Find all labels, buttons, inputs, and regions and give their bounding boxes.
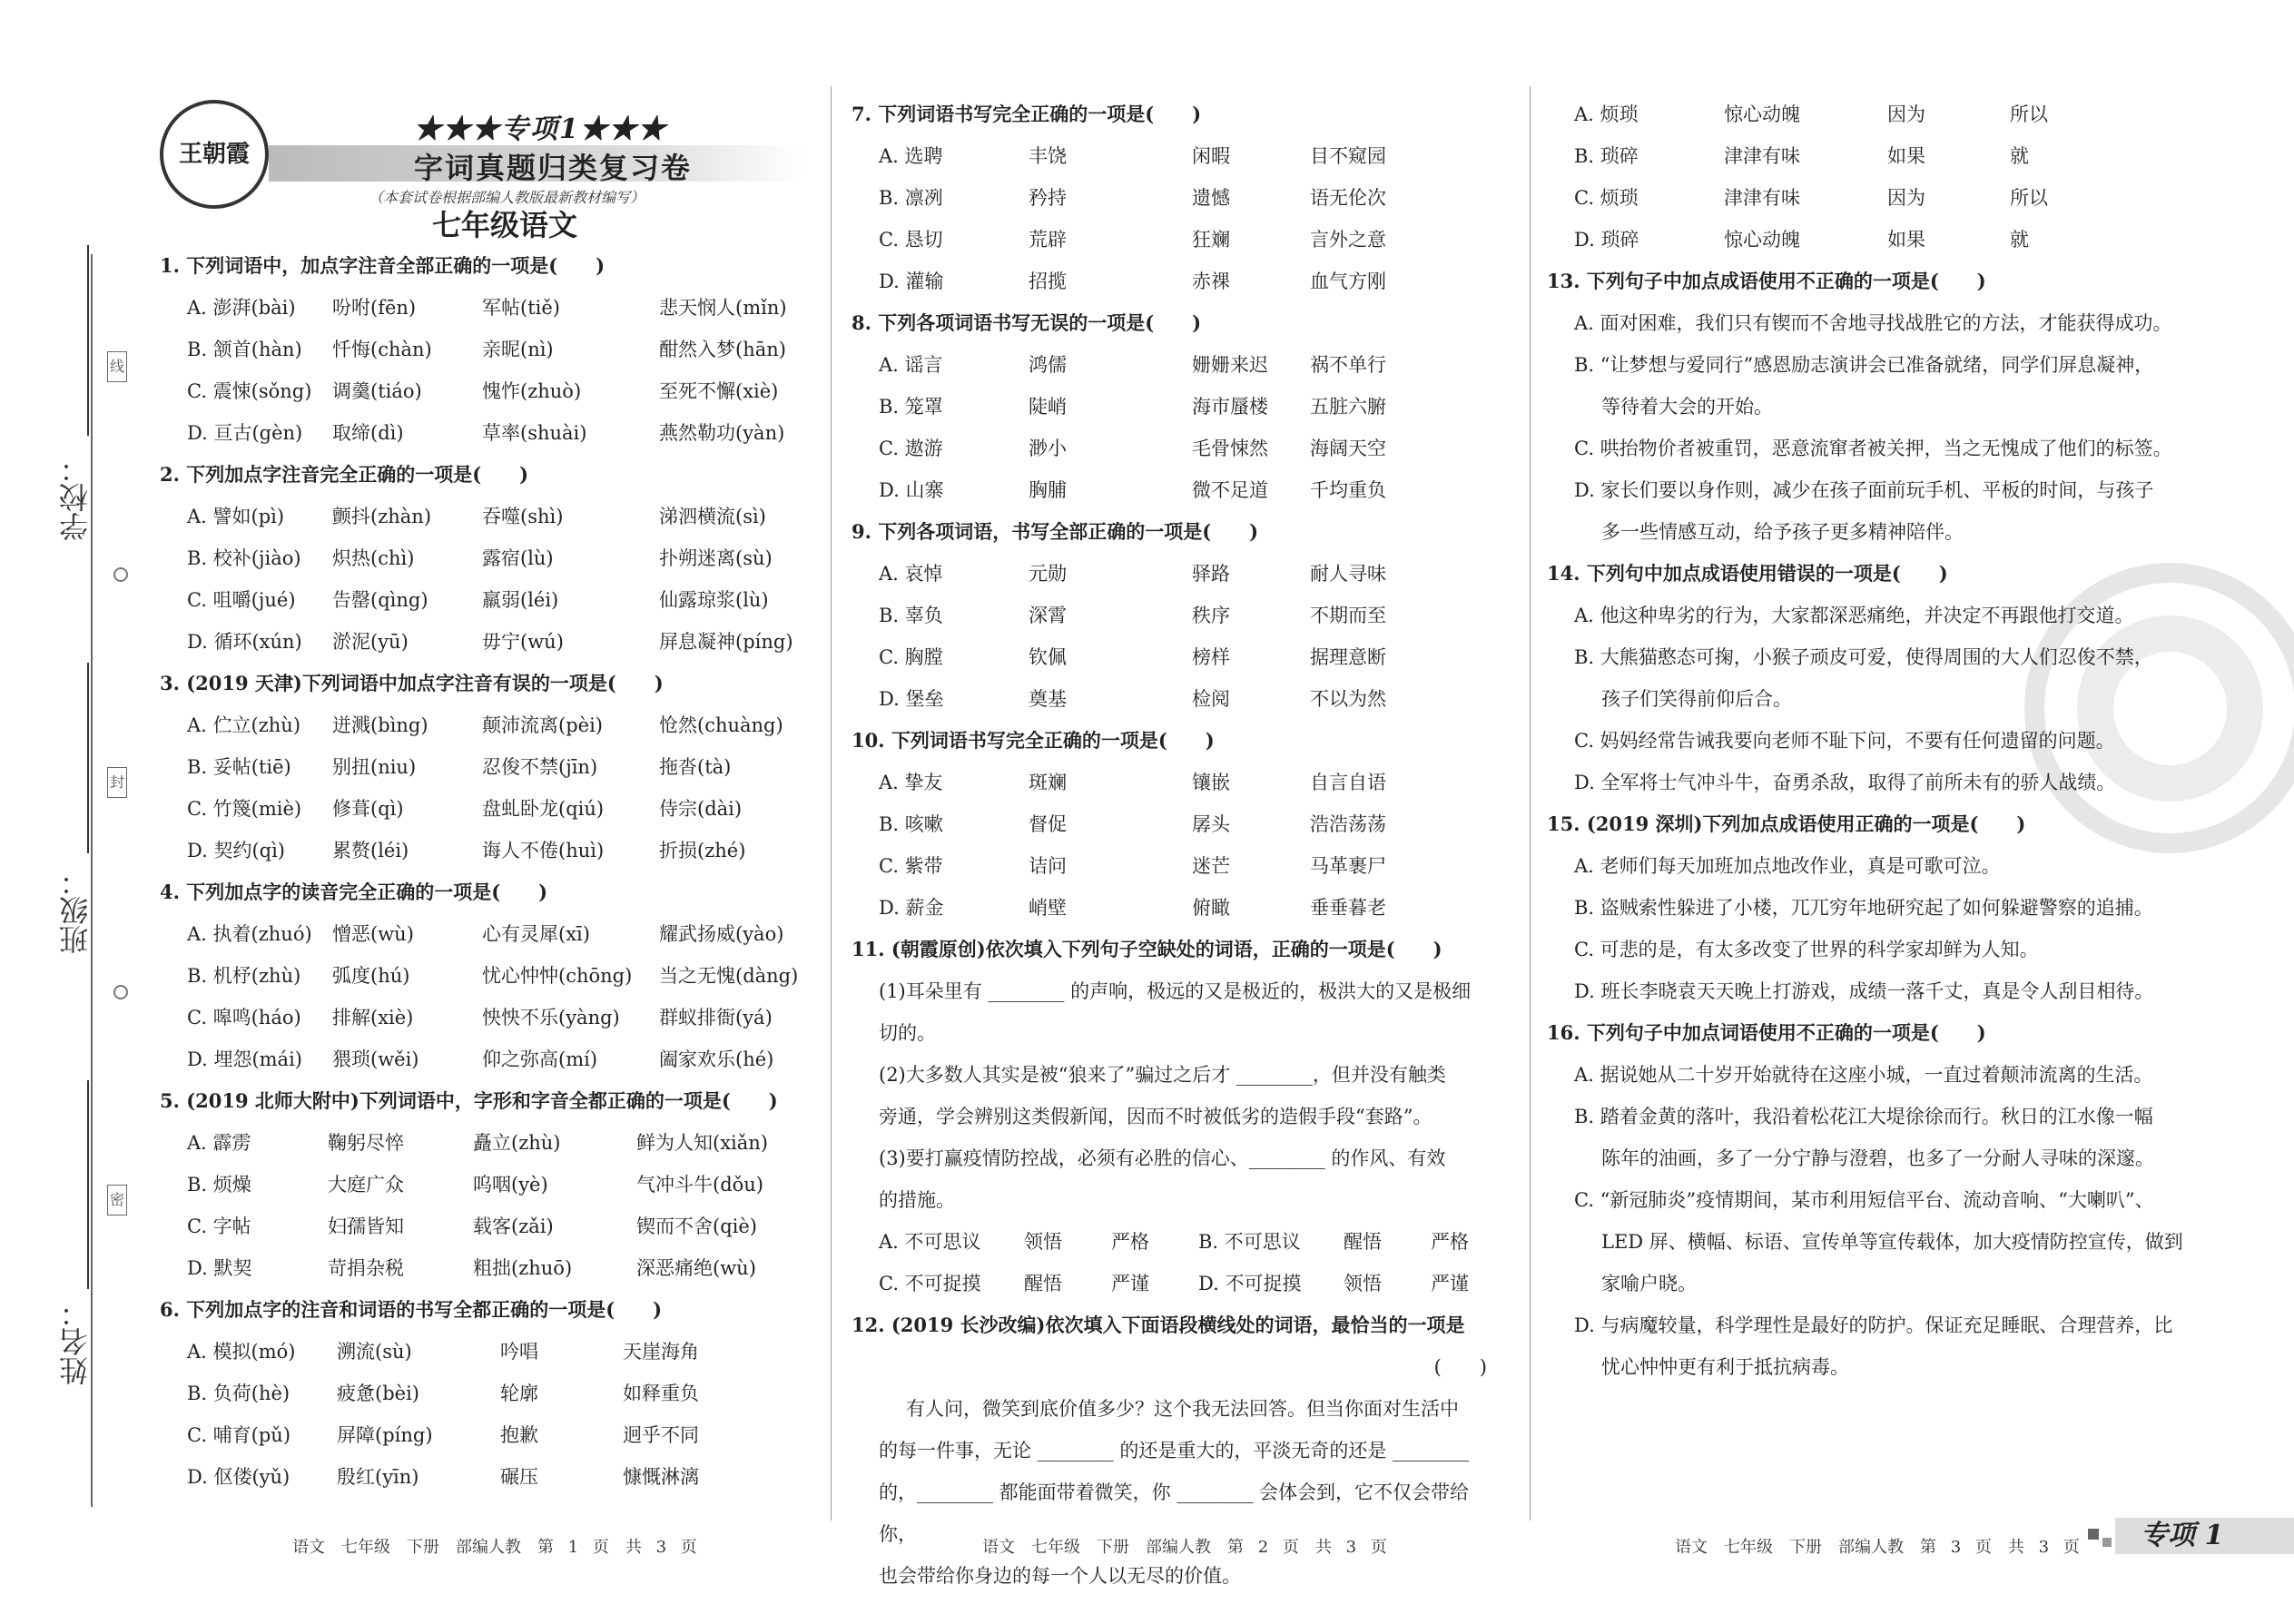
decor-square-icon <box>2088 1529 2099 1540</box>
option-row: A. 谣言 鸿儒 姗姗来迟 祸不单行 <box>879 354 1386 376</box>
option-line: C. 妈妈经常告诫我要向老师不耻下问，不要有任何遗留的问题。 <box>1574 730 2115 752</box>
paper-note: （本套试卷根据部编人教版最新教材编写） <box>369 189 645 206</box>
option-line: 多一些情感互动，给予孩子更多精神陪伴。 <box>1601 521 1964 543</box>
option-row: C. 字帖 妇孺皆知 载客(zǎi) 锲而不舍(qiè) <box>187 1216 757 1237</box>
column-1 <box>160 245 813 1498</box>
option-row: C. 恳切 荒辟 狂斓 言外之意 <box>879 229 1386 251</box>
sentence-line: 的措施。 <box>879 1189 955 1211</box>
question-8: 8. 下列各项词语书写无误的一项是( ) <box>852 311 1202 334</box>
question-5: 5. (2019 北师大附中)下列词语中，字形和字音全都正确的一项是( ) <box>160 1089 778 1112</box>
brand-logo: 王朝霞 <box>160 100 269 209</box>
option-row: A. 挚友 斑斓 镶嵌 自言自语 <box>879 772 1386 793</box>
option-row: C. 震悚(sǒng) 调羹(tiáo) 愧怍(zhuò) 至死不懈(xiè) <box>187 380 779 402</box>
option-row: D. 薪金 峭壁 俯瞰 垂垂暮老 <box>879 897 1386 919</box>
option-row: A. 霹雳 鞠躬尽悴 矗立(zhù) 鲜为人知(xiǎn) <box>187 1132 768 1154</box>
option-row: D. 亘古(gèn) 取缔(dì) 草率(shuài) 燕然勒功(yàn) <box>187 422 785 444</box>
school-underline <box>87 245 89 436</box>
option-row: C. 嗥鸣(háo) 排解(xiè) 怏怏不乐(yàng) 群蚁排衙(yá) <box>187 1007 773 1029</box>
option-row: B. 妥帖(tiē) 别扭(niu) 忍俊不禁(jīn) 拖沓(tà) <box>187 756 732 778</box>
question-2: 2. 下列加点字注音完全正确的一项是( ) <box>160 463 529 486</box>
question-9: 9. 下列各项词语，书写全部正确的一项是( ) <box>852 520 1259 543</box>
option-row: D. 堡垒 奠基 检阅 不以为然 <box>879 688 1386 710</box>
option-line: D. 与病魔较量，科学理性是最好的防护。保证充足睡眠、合理营养，比 <box>1574 1314 2173 1336</box>
option-row: A. 哀悼 元勋 驿路 耐人寻味 <box>879 563 1386 585</box>
option-row: D. 默契 苛捐杂税 粗拙(zhuō) 深恶痛绝(wù) <box>187 1257 756 1279</box>
decor-square-icon <box>2102 1538 2112 1547</box>
seal-box-line: 线 <box>107 351 127 382</box>
passage-line: 有人问，微笑到底价值多少？这个我无法回答。但当你面对生活中 <box>906 1398 1459 1420</box>
option-line: 家喻户晓。 <box>1601 1273 1697 1294</box>
option-line: A. 老师们每天加班加点地改作业，真是可歌可泣。 <box>1574 855 2001 877</box>
option-line: C. “新冠肺炎”疫情期间，某市利用短信平台、流动音响、“大喇叭”、 <box>1574 1189 2154 1211</box>
column-2 <box>852 94 1505 1597</box>
question-4: 4. 下列加点字的读音完全正确的一项是( ) <box>160 881 548 903</box>
option-line: B. 盗贼索性躲进了小楼，兀兀穷年地研究起了如何躲避警察的追捕。 <box>1574 897 2153 919</box>
punch-hole-icon <box>113 985 128 999</box>
option-row: D. 埋怨(mái) 猥琐(wěi) 仰之弥高(mí) 阖家欢乐(hé) <box>187 1048 774 1070</box>
page-footer-1: 语文 七年级 下册 部编人教 第 1 页 共 3 页 <box>292 1538 697 1557</box>
option-row: A. 譬如(pì) 颤抖(zhàn) 吞噬(shì) 涕泗横流(sì) <box>187 506 766 527</box>
option-line: D. 全军将士气冲斗牛，奋勇杀敌，取得了前所未有的骄人战绩。 <box>1574 772 2116 793</box>
option-row: A. 不可思议 领悟 严格 B. 不可思议 醒悟 严格 <box>879 1231 1469 1253</box>
sentence-line: 切的。 <box>879 1022 936 1044</box>
option-row: A. 选聘 丰饶 闲暇 目不窥园 <box>879 145 1386 167</box>
question-3: 3. (2019 天津)下列词语中加点字注音有误的一项是( ) <box>160 672 664 694</box>
school-label: 学校： <box>58 454 93 541</box>
option-row: C. 遨游 渺小 毛骨悚然 海阔天空 <box>879 438 1386 459</box>
binding-gutter <box>0 0 145 1624</box>
page-footer-2: 语文 七年级 下册 部编人教 第 2 页 共 3 页 <box>982 1538 1387 1557</box>
question-6: 6. 下列加点字的注音和词语的书写全都正确的一项是( ) <box>160 1298 663 1321</box>
option-row: A. 澎湃(bài) 吩咐(fēn) 军帖(tiě) 悲天悯人(mǐn) <box>187 297 787 319</box>
option-row: B. 负荷(hè) 疲惫(bèi) 轮廓 如释重负 <box>187 1383 699 1404</box>
question-15: 15. (2019 深圳)下列加点成语使用正确的一项是( ) <box>1547 812 2026 835</box>
question-10: 10. 下列词语书写完全正确的一项是( ) <box>852 729 1215 752</box>
option-row: B. 机杼(zhù) 弧度(hú) 忧心忡忡(chōng) 当之无愧(dàng) <box>187 965 799 987</box>
seal-box-secret: 密 <box>107 1185 127 1216</box>
option-row: D. 琐碎 惊心动魄 如果 就 <box>1574 229 2029 251</box>
option-row: B. 笼罩 陡峭 海市蜃楼 五脏六腑 <box>879 396 1386 418</box>
page-footer-3: 语文 七年级 下册 部编人教 第 3 页 共 3 页 <box>1675 1538 2080 1557</box>
question-12: 12. (2019 长沙改编)依次填入下面语段横线处的词语，最恰当的一项是 <box>852 1314 1465 1336</box>
name-label: 姓名： <box>58 1298 93 1385</box>
option-row: B. 琐碎 津津有味 如果 就 <box>1574 145 2029 167</box>
column-divider <box>1530 86 1531 1521</box>
option-row: A. 执着(zhuó) 憎恶(wù) 心有灵犀(xī) 耀武扬威(yào) <box>187 923 784 945</box>
option-row: B. 颔首(hàn) 忏悔(chàn) 亲昵(nì) 酣然入梦(hān) <box>187 339 786 360</box>
option-line: B. 大熊猫憨态可掬，小猴子顽皮可爱，使得周围的大人们忍俊不禁， <box>1574 646 2153 668</box>
option-row: B. 辜负 深霄 秩序 不期而至 <box>879 605 1386 626</box>
option-row: C. 胸膛 钦佩 榜样 据理意断 <box>879 646 1386 668</box>
option-row: B. 烦燥 大庭广众 呜咽(yè) 气冲斗牛(dǒu) <box>187 1174 763 1196</box>
sentence-line: (3)要打赢疫情防控战，必须有必胜的信心、________ 的作风、有效 <box>879 1147 1446 1169</box>
option-row: C. 竹篾(miè) 修葺(qì) 盘虬卧龙(qiú) 侍宗(dài) <box>187 798 743 820</box>
passage-line: 的每一件事，无论 ________ 的还是重大的，平淡无奇的还是 ________ <box>879 1440 1470 1462</box>
passage-line: 的，________ 都能面带着微笑，你 ________ 会体会到，它不仅会带给你， <box>879 1481 1470 1545</box>
question-14: 14. 下列句中加点成语使用错误的一项是( ) <box>1547 562 1948 585</box>
option-row: C. 不可捉摸 醒悟 严谨 D. 不可捉摸 领悟 严谨 <box>879 1273 1469 1294</box>
option-row: B. 校补(jiào) 炽热(chì) 露宿(lù) 扑朔迷离(sù) <box>187 547 773 569</box>
option-row: C. 咀嚼(jué) 告罄(qìng) 羸弱(léi) 仙露琼浆(lù) <box>187 589 769 611</box>
option-row: D. 伛偻(yǔ) 殷红(yīn) 碾压 慷慨淋漓 <box>187 1466 699 1488</box>
paper-header <box>160 95 813 241</box>
option-row: A. 伫立(zhù) 迸溅(bìng) 颠沛流离(pèi) 怆然(chuàng) <box>187 714 783 736</box>
question-1: 1. 下列词语中，加点字注音全部正确的一项是( ) <box>160 254 605 277</box>
column-3 <box>1547 94 2210 1388</box>
option-row: D. 循环(xún) 淤泥(yū) 毋宁(wú) 屏息凝神(píng) <box>187 631 793 653</box>
option-row: B. 凛冽 矜持 遗憾 语无伦次 <box>879 187 1386 209</box>
option-row: D. 灌输 招揽 赤祼 血气方刚 <box>879 271 1386 292</box>
option-row: C. 烦琐 津津有味 因为 所以 <box>1574 187 2048 209</box>
seal-box-seal: 封 <box>107 767 127 798</box>
option-line: 等待着大会的开始。 <box>1601 396 1773 418</box>
column-divider <box>831 86 832 1521</box>
passage-line: 也会带给你身边的每一个人以无尽的价值。 <box>879 1565 1241 1587</box>
option-line: 孩子们笑得前仰后合。 <box>1601 688 1792 710</box>
name-underline <box>87 1080 89 1289</box>
sentence-line: 旁通，学会辨别这类假新闻，因而不时被低劣的造假手段“套路”。 <box>879 1106 1433 1127</box>
option-line: C. 哄抬物价者被重罚，恶意流窜者被关押，当之无愧成了他们的标签。 <box>1574 438 2172 459</box>
option-row: C. 紫带 诘问 迷芒 马革裹尸 <box>879 855 1386 877</box>
option-line: D. 班长李晓袁天天晚上打游戏，成绩一落千丈，真是令人刮目相待。 <box>1574 980 2154 1002</box>
question-16: 16. 下列句子中加点词语使用不正确的一项是( ) <box>1547 1021 1986 1044</box>
special-topic-label: ★★★专项1★★★ <box>414 113 667 145</box>
punch-hole-icon <box>113 567 128 582</box>
option-line: A. 他这种卑劣的行为，大家都深恶痛绝，并决定不再跟他打交道。 <box>1574 605 2134 626</box>
option-line: 陈年的油画，多了一分宁静与澄碧，也多了一分耐人寻味的深邃。 <box>1601 1147 2154 1169</box>
option-line: 忧心忡忡更有利于抵抗病毒。 <box>1601 1356 1849 1378</box>
question-13: 13. 下列句子中加点成语使用不正确的一项是( ) <box>1547 270 1986 292</box>
sentence-line: (2)大多数人其实是被“狼来了”骗过之后才 ________，但并没有触类 <box>879 1064 1446 1086</box>
option-line: B. “让梦想与爱同行”感恩励志演讲会已准备就绪，同学们屏息凝神， <box>1574 354 2154 376</box>
option-line: B. 踏着金黄的落叶，我沿着松花江大堤徐徐而行。秋日的江水像一幅 <box>1574 1106 2153 1127</box>
option-line: A. 面对困难，我们只有锲而不舍地寻找战胜它的方法，才能获得成功。 <box>1574 312 2172 334</box>
class-label: 班级： <box>58 867 93 954</box>
option-row: A. 烦琐 惊心动魄 因为 所以 <box>1574 103 2048 125</box>
option-line: C. 可悲的是，有太多改变了世界的科学家却鲜为人知。 <box>1574 939 2039 960</box>
option-row: C. 哺育(pǔ) 屏障(píng) 抱歉 迥乎不同 <box>187 1424 699 1446</box>
answer-paren: ( ) <box>1433 1356 1487 1378</box>
sentence-line: (1)耳朵里有 ________ 的声响，极远的又是极近的，极洪大的又是极细 <box>879 980 1472 1002</box>
option-row: D. 契约(qì) 累赘(léi) 诲人不倦(huì) 折损(zhé) <box>187 840 746 861</box>
question-7: 7. 下列词语书写完全正确的一项是( ) <box>852 103 1202 125</box>
option-row: D. 山寨 胸脯 微不足道 千均重负 <box>879 479 1386 501</box>
class-underline <box>87 663 89 853</box>
topic-badge: 专项 1 <box>2115 1518 2294 1554</box>
paper-subject: 七年级语文 <box>432 208 578 242</box>
paper-title: 字词真题归类复习卷 <box>414 151 693 185</box>
option-line: LED 屏、横幅、标语、宣传单等宣传载体，加大疫情防控宣传，做到 <box>1601 1231 2183 1253</box>
option-row: B. 咳嗽 督促 孱头 浩浩荡荡 <box>879 813 1386 835</box>
question-11: 11. (朝霞原创)依次填入下列句子空缺处的词语，正确的一项是( ) <box>852 938 1442 960</box>
option-line: D. 家长们要以身作则，减少在孩子面前玩手机、平板的时间，与孩子 <box>1574 479 2154 501</box>
option-row: A. 模拟(mó) 溯流(sù) 吟唱 天崖海角 <box>187 1341 699 1363</box>
option-line: A. 据说她从二十岁开始就待在这座小城，一直过着颠沛流离的生活。 <box>1574 1064 2153 1086</box>
